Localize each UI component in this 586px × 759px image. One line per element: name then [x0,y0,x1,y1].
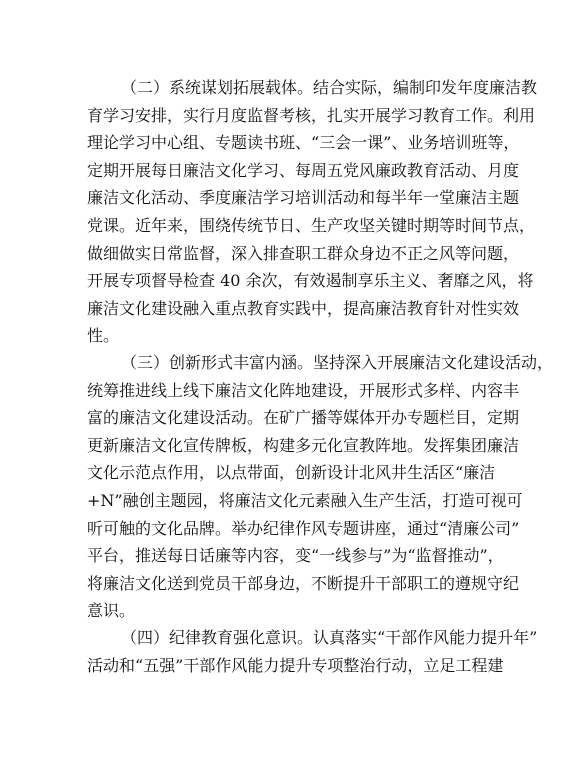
text-line: 听可触的文化品牌。举办纪律作风专题讲座，通过“清廉公司” [87,518,520,538]
text-line: 富的廉洁文化建设活动。在矿广播等媒体开办专题栏目，定期 [87,408,520,428]
text-line: 理论学习中心组、专题读书班、“三会一课”、业务培训班等， [87,133,520,153]
text-line: 做细做实日常监督，深入排查职工群众身边不正之风等问题， [87,243,520,263]
text-line: 党课。近年来，围绕传统节日、生产攻坚关键时期等时间节点， [87,215,536,235]
text-line: （三）创新形式丰富内涵。坚持深入开展廉洁文化建设活动， [121,353,554,372]
text-line: 开展专项督导检查 40 余次，有效遏制享乐主义、奢靡之风，将 [87,271,534,291]
text-line: 廉洁文化建设融入重点教育实践中，提高廉洁教育针对性实效 [87,298,520,318]
text-line: 性。 [87,326,120,346]
text-line: （二）系统谋划拓展载体。结合实际，编制印发年度廉洁教 [121,78,538,97]
paragraph-4 [87,624,538,679]
text-line: （四）纪律教育强化意识。认真落实“干部作风能力提升年” [121,628,538,647]
paragraph-2 [87,74,538,350]
text-line: 定期开展每日廉洁文化学习、每周五党风廉政教育活动、月度 [87,160,520,180]
paragraph-3 [87,349,554,625]
text-line: 文化示范点作用，以点带面，创新设计北风井生活区“廉洁 [87,463,496,483]
text-line: 意识。 [87,601,136,621]
text-line: 平台，推送每日话廉等内容，变“一线参与”为“监督推动”， [87,546,504,566]
text-line: 将廉洁文化送到党员干部身边，不断提升干部职工的遵规守纪 [87,573,520,593]
text-line: 更新廉洁文化宣传牌板，构建多元化宣教阵地。发挥集团廉洁 [87,435,520,455]
text-line: 育学习安排，实行月度监督考核，扎实开展学习教育工作。利用 [87,105,536,125]
text-line: 活动和“五强”干部作风能力提升专项整治行动，立足工程建 [87,655,504,675]
text-line: 统筹推进线上线下廉洁文化阵地建设，开展形式多样、内容丰 [87,380,520,400]
text-line: 廉洁文化活动、季度廉洁学习培训活动和每半年一堂廉洁主题 [87,188,520,208]
text-line: +N”融创主题园，将廉洁文化元素融入生产生活，打造可视可 [87,490,523,510]
